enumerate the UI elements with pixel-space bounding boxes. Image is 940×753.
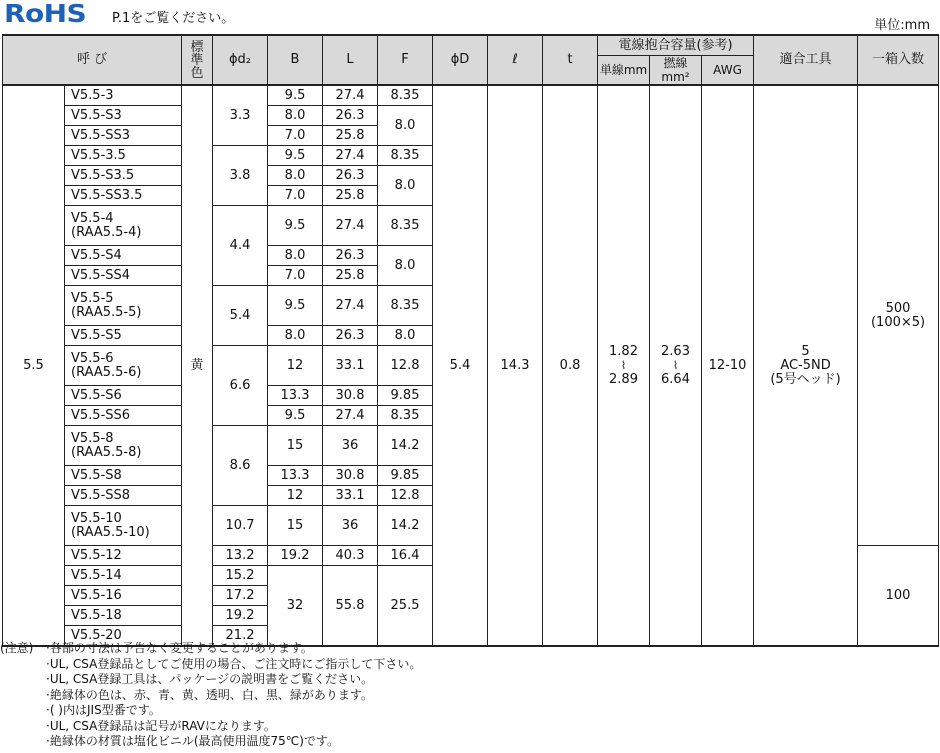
note-item: ·( )内はJIS型番です。 [46,703,161,717]
part-number: V5.5-10 [71,510,122,526]
single-max: 2.89 [609,371,638,387]
name-cell [65,246,182,266]
f-cell: 9.85 [378,386,433,406]
b-cell: 13.3 [268,466,323,486]
note-item: ·絶縁体の色は、赤、青、黄、透明、白、黒、緑があります。 [46,687,373,702]
col-header-d2: ϕd₂ [213,35,268,85]
b-cell: 8.0 [268,106,323,126]
d2-cell: 3.8 [213,146,268,206]
col-header-d: ϕD [433,35,488,85]
jis-part-number: (RAA5.5-10) [71,524,150,540]
single-min: 1.82 [609,343,638,359]
awg-cell: 12-10 [702,85,754,646]
jis-part-number: (RAA5.5-6) [71,364,142,380]
f-cell: 8.0 [378,246,433,286]
stranded-cell [650,85,702,646]
f-cell: 8.35 [378,286,433,326]
l-cell: 36 [323,506,378,546]
l-cell: 55.8 [323,566,378,647]
l-cell: 36 [323,426,378,466]
col-header-color: 標 準 色 [182,35,213,85]
part-number: V5.5-S5 [71,327,122,343]
name-cell [65,606,182,626]
l-cell: 25.8 [323,126,378,146]
part-number: V5.5-8 [71,430,114,446]
part-number: V5.5-18 [71,607,122,623]
b-cell: 9.5 [268,85,323,106]
name-cell [65,326,182,346]
d2-cell: 6.6 [213,346,268,426]
note-item: ·UL, CSA登録品は記号がRAVになります。 [46,718,276,733]
l-cell: 26.3 [323,326,378,346]
size-cell: 5.5 [3,85,65,646]
range-sep: ⌇ [620,358,627,372]
part-number: V5.5-14 [71,567,122,583]
ell-cell: 14.3 [488,85,543,646]
col-header-tool: 適合工具 [754,35,858,85]
l-cell: 25.8 [323,186,378,206]
page-header [0,0,940,34]
pack-cell-a [858,85,939,546]
l-cell: 27.4 [323,406,378,426]
col-header-ell: ℓ [488,35,543,85]
l-cell: 33.1 [323,486,378,506]
stranded-min: 2.63 [661,343,690,359]
l-cell: 30.8 [323,386,378,406]
part-number: V5.5-S6 [71,387,122,403]
d2-cell: 21.2 [213,626,268,647]
part-number: V5.5-S3 [71,107,122,123]
color-cell: 黄 [182,85,213,646]
part-number: V5.5-SS3.5 [71,187,143,203]
b-cell: 12 [268,486,323,506]
col-header-l: L [323,35,378,85]
f-cell: 9.85 [378,466,433,486]
part-number: V5.5-20 [71,627,122,643]
part-number: V5.5-SS6 [71,407,131,423]
d2-cell: 5.4 [213,286,268,346]
tool-cell [754,85,858,646]
l-cell: 30.8 [323,466,378,486]
part-number: V5.5-SS4 [71,267,131,283]
name-cell [65,106,182,126]
f-cell: 8.35 [378,406,433,426]
b-cell: 9.5 [268,286,323,326]
l-cell: 26.3 [323,246,378,266]
f-cell: 12.8 [378,346,433,386]
l-cell: 25.8 [323,266,378,286]
name-cell [65,266,182,286]
part-number: V5.5-S3.5 [71,167,135,183]
b-cell: 15 [268,426,323,466]
f-cell: 14.2 [378,426,433,466]
f-cell: 14.2 [378,506,433,546]
b-cell: 9.5 [268,406,323,426]
d2-cell: 17.2 [213,586,268,606]
jis-part-number: (RAA5.5-8) [71,444,142,460]
part-number: V5.5-6 [71,350,114,366]
f-cell: 8.0 [378,106,433,146]
d2-cell: 4.4 [213,206,268,286]
b-cell: 9.5 [268,146,323,166]
b-cell: 8.0 [268,326,323,346]
pack-cell-b: 100 [858,546,939,647]
name-cell [65,126,182,146]
spec-table [2,34,939,647]
b-cell: 19.2 [268,546,323,566]
b-cell: 7.0 [268,126,323,146]
b-cell: 7.0 [268,266,323,286]
f-cell: 25.5 [378,566,433,647]
name-cell [65,146,182,166]
rohs-logo: RoHS [4,0,87,28]
name-cell [65,186,182,206]
l-cell: 40.3 [323,546,378,566]
t-cell: 0.8 [543,85,598,646]
part-number: V5.5-12 [71,547,122,563]
name-cell [65,586,182,606]
d2-cell: 19.2 [213,606,268,626]
col-header-awg: AWG [702,56,754,86]
part-number: V5.5-SS3 [71,127,131,143]
f-cell: 12.8 [378,486,433,506]
note-item: ·絶縁体の材質は塩化ビニル(最高使用温度75℃)です。 [46,734,339,748]
d2-cell: 3.3 [213,85,268,146]
col-header-name: 呼 び [3,35,182,85]
col-header-stranded: 撚線mm² [650,56,702,86]
part-number: V5.5-SS8 [71,487,131,503]
name-cell [65,426,182,466]
part-number: V5.5-4 [71,210,114,226]
col-header-b: B [268,35,323,85]
tool-line-3: (5号ヘッド) [770,371,841,387]
notes-label: (注意) [0,641,34,655]
b-cell: 8.0 [268,246,323,266]
l-cell: 27.4 [323,286,378,326]
d2-cell: 13.2 [213,546,268,566]
pack-a-line-2: (100×5) [870,314,926,330]
name-cell [65,466,182,486]
b-cell: 8.0 [268,166,323,186]
d2-cell: 8.6 [213,426,268,506]
notes-list [46,641,421,750]
name-cell [65,85,182,106]
l-cell: 33.1 [323,346,378,386]
note-item: ·各部の寸法は予告なく変更することがあります。 [46,641,313,655]
tool-line-1: 5 [801,343,810,359]
f-cell: 8.35 [378,206,433,246]
jis-part-number: (RAA5.5-4) [71,224,142,240]
name-cell [65,406,182,426]
f-cell: 8.35 [378,146,433,166]
page-reference-note: P.1をご覧ください。 [112,11,235,26]
l-cell: 27.4 [323,85,378,106]
b-cell: 12 [268,346,323,386]
d-cell: 5.4 [433,85,488,646]
part-number: V5.5-3.5 [71,147,126,163]
f-cell: 8.0 [378,326,433,346]
part-number: V5.5-S4 [71,247,122,263]
name-cell [65,486,182,506]
part-number: V5.5-3 [71,87,114,103]
b-cell: 7.0 [268,186,323,206]
l-cell: 27.4 [323,206,378,246]
stranded-max: 6.64 [661,371,690,387]
col-header-f: F [378,35,433,85]
col-header-single: 単線mm [598,56,650,86]
part-number: V5.5-5 [71,290,114,306]
note-item: ·UL, CSA登録品としてご使用の場合、ご注文時にご指示して下さい。 [46,656,422,671]
part-number: V5.5-16 [71,587,122,603]
range-sep: ⌇ [672,358,679,372]
b-cell: 9.5 [268,206,323,246]
single-cell [598,85,650,646]
b-cell: 15 [268,506,323,546]
col-header-t: t [543,35,598,85]
table-row [3,85,939,106]
b-cell: 13.3 [268,386,323,406]
note-item: ·UL, CSA登録工具は、パッケージの説明書をご覧ください。 [46,672,374,686]
tool-line-2: AC-5ND [780,357,831,373]
name-cell [65,346,182,386]
name-cell [65,286,182,326]
col-header-wire-group: 電線抱合容量(参考) [598,35,754,56]
f-cell: 8.35 [378,85,433,106]
name-cell [65,386,182,406]
d2-cell: 10.7 [213,506,268,546]
part-number: V5.5-S8 [71,467,122,483]
name-cell [65,546,182,566]
d2-cell: 15.2 [213,566,268,586]
name-cell [65,506,182,546]
b-cell: 32 [268,566,323,647]
unit-label: 単位:mm [874,18,930,33]
name-cell [65,206,182,246]
f-cell: 8.0 [378,166,433,206]
name-cell [65,166,182,186]
name-cell [65,566,182,586]
pack-a-line-1: 500 [885,300,911,316]
f-cell: 16.4 [378,546,433,566]
l-cell: 26.3 [323,106,378,126]
l-cell: 27.4 [323,146,378,166]
jis-part-number: (RAA5.5-5) [71,304,142,320]
col-header-pack: 一箱入数 [858,35,939,85]
l-cell: 26.3 [323,166,378,186]
